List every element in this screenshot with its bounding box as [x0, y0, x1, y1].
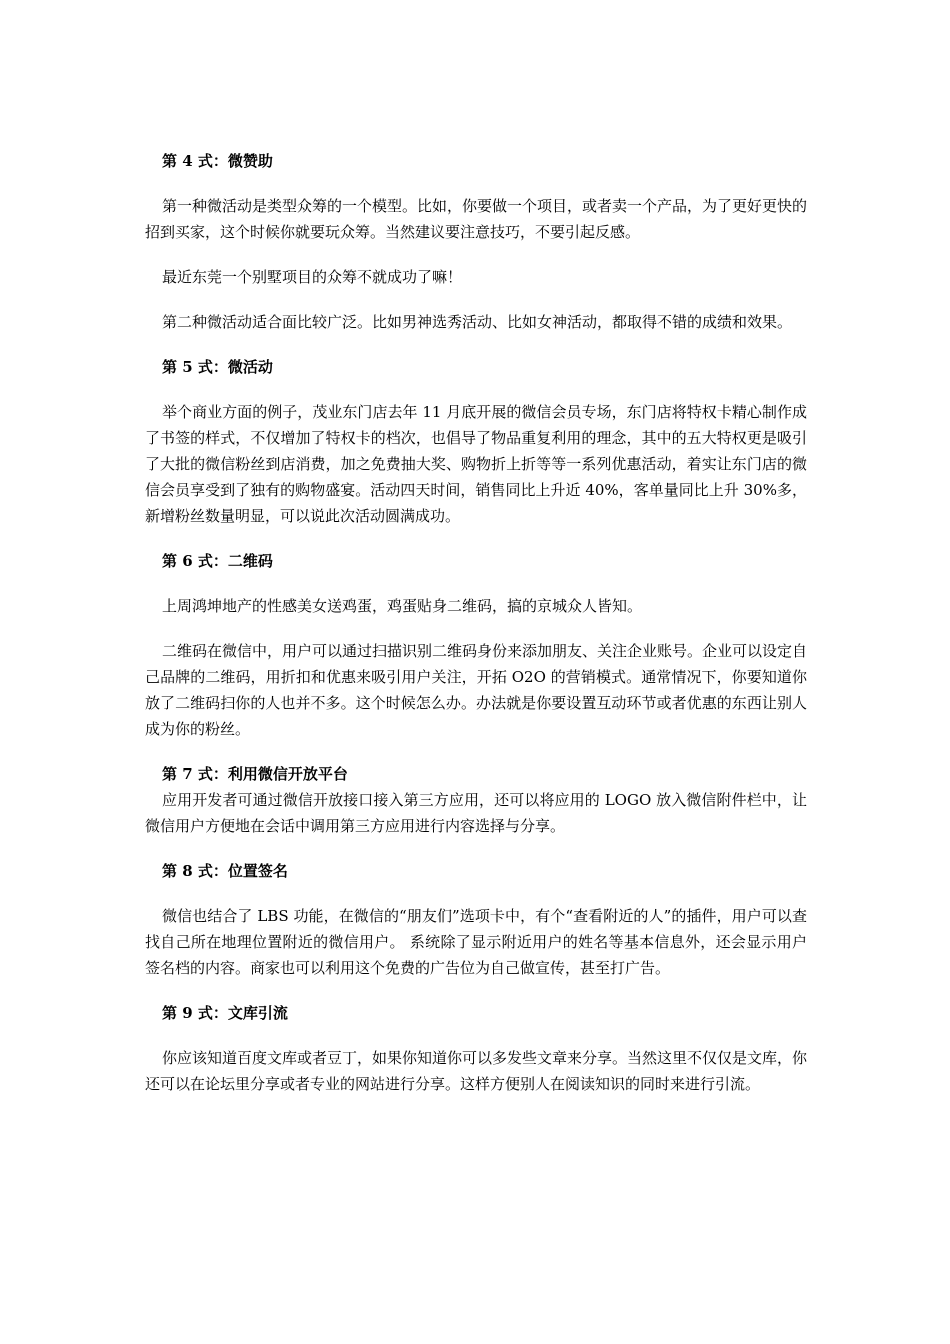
paragraph: 你应该知道百度文库或者豆丁，如果你知道你可以多发些文章来分享。当然这里不仅仅是文库，你还可以在论坛里分享或者专业的网站进行分享。这样方便别人在阅读知识的同时来进行引流。	[145, 1049, 808, 1093]
paragraph: 第二种微活动适合面比较广泛。比如男神选秀活动、比如女神活动，都取得不错的成绩和效果。	[162, 313, 793, 331]
paragraph: 微信也结合了 LBS 功能，在微信的“朋友们”选项卡中，有个“查看附近的人”的插件，用户可以查找自己所在地理位置附近的微信用户。 系统除了显示附近用户的姓名等基本信息外，还会显示用户签名档的内容。商家也可以利用这个免费的广告位为自己做宣传，甚至打广告。	[145, 907, 807, 977]
section-heading: 第 4 式：微赞助	[162, 152, 273, 170]
section-heading: 第 7 式：利用微信开放平台	[162, 765, 348, 783]
paragraph: 二维码在微信中，用户可以通过扫描识别二维码身份来添加朋友、关注企业账号。企业可以设定自己品牌的二维码，用折扣和优惠来吸引用户关注，开拓 O2O 的营销模式。通常情况下，你要知道你放了二维码扫你的人也并不多。这个时候怎么办。办法就是你要设置互动环节或者优惠的东西让别人成为你的粉丝。	[145, 642, 808, 738]
paragraph: 最近东莞一个别墅项目的众筹不就成功了嘛！	[162, 268, 463, 286]
section-heading: 第 6 式：二维码	[162, 552, 273, 570]
paragraph: 第一种微活动是类型众筹的一个模型。比如，你要做一个项目，或者卖一个产品，为了更好更快的招到买家，这个时候你就要玩众筹。当然建议要注意技巧，不要引起反感。	[145, 197, 808, 241]
section-heading: 第 8 式：位置签名	[162, 862, 288, 880]
paragraph: 上周鸿坤地产的性感美女送鸡蛋，鸡蛋贴身二维码，搞的京城众人皆知。	[162, 597, 643, 615]
paragraph: 应用开发者可通过微信开放接口接入第三方应用，还可以将应用的 LOGO 放入微信附件栏中，让微信用户方便地在会话中调用第三方应用进行内容选择与分享。	[145, 791, 807, 835]
section-heading: 第 9 式：文库引流	[162, 1004, 288, 1022]
paragraph: 举个商业方面的例子，茂业东门店去年 11 月底开展的微信会员专场，东门店将特权卡精心制作成了书签的样式，不仅增加了特权卡的档次，也倡导了物品重复利用的理念，其中的五大特权更是吸引了大批的微信粉丝到店消费，加之免费抽大奖、购物折上折等等一系列优惠活动，着实让东门店的微信会员享受到了独有的购物盛宴。活动四天时间，销售同比上升近 40%，客单量同比上升 30%多，新增粉丝数量明显，可以说此次活动圆满成功。	[145, 403, 807, 525]
section-heading: 第 5 式：微活动	[162, 358, 273, 376]
document-body	[145, 148, 807, 1116]
